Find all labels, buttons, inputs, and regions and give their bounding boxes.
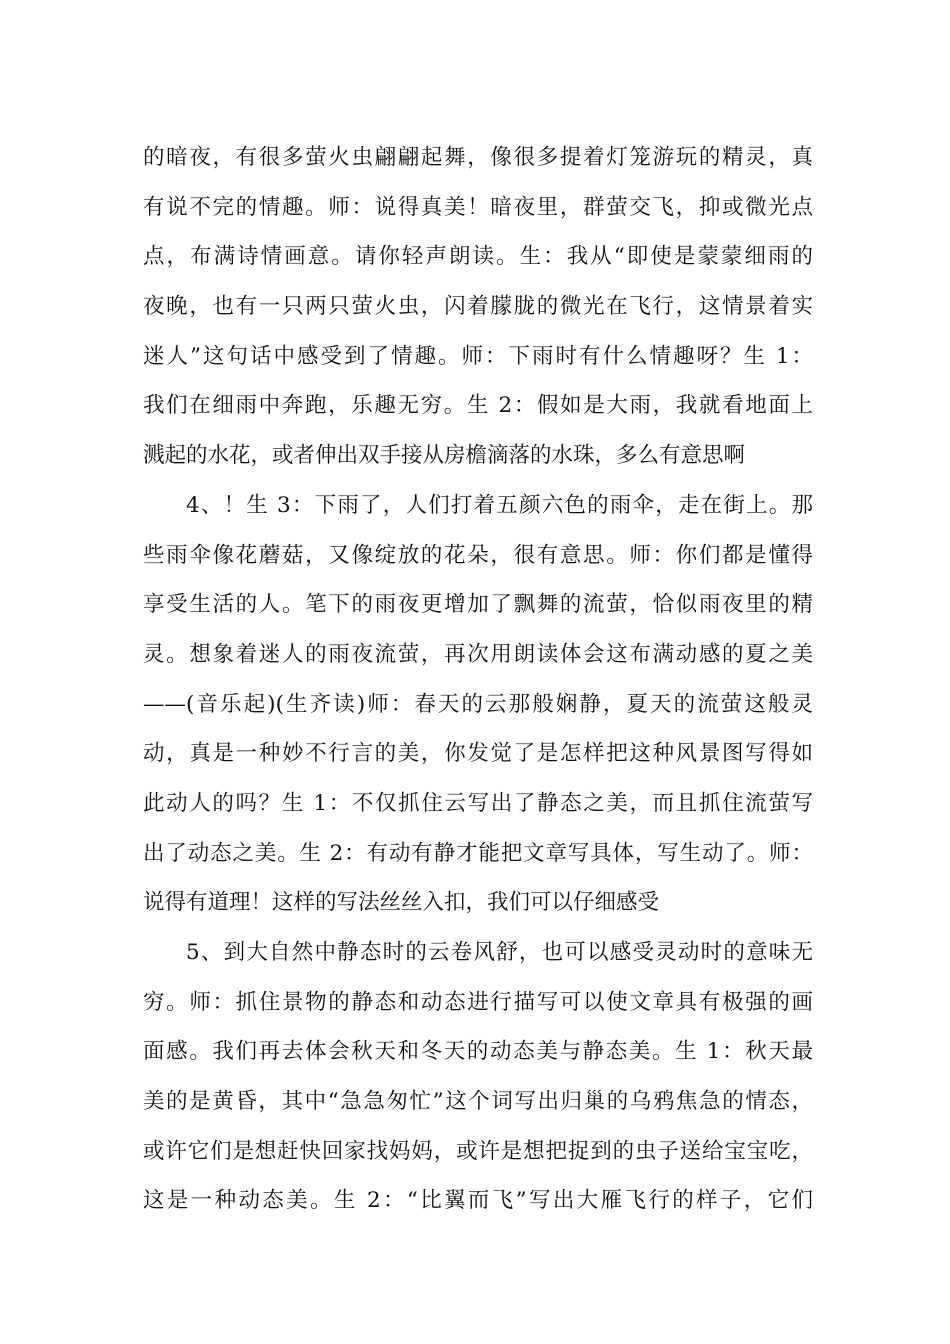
- paragraph-3: [143, 928, 813, 1226]
- text-line: 出了动态之美。生 2：有动有静才能把文章写具体，写生动了。师：: [143, 840, 813, 866]
- text-line: 说得有道理！这样的写法丝丝入扣，我们可以仔细感受: [143, 890, 660, 916]
- text-line: 5、到大自然中静态时的云卷风舒，也可以感受灵动时的意味无: [186, 940, 813, 965]
- text-line: 动，真是一种妙不行言的美，你发觉了是怎样把这种风景图写得如: [143, 741, 813, 767]
- text-line: 灵。想象着迷人的雨夜流萤，再次用朗读体会这布满动感的夏之美: [143, 641, 813, 667]
- text-line: 这是一种动态美。生 2：“比翼而飞”写出大雁飞行的样子，它们: [143, 1188, 813, 1214]
- text-line: 的暗夜，有很多萤火虫翩翩起舞，像很多提着灯笼游玩的精灵，真: [143, 145, 813, 170]
- text-line: 迷人”这句话中感受到了情趣。师：下雨时有什么情趣呀？生 1：: [143, 343, 813, 369]
- text-line: 此动人的吗？生 1：不仅抓住云写出了静态之美，而且抓住流萤写: [143, 790, 813, 816]
- text-line: ——(音乐起)(生齐读)师：春天的云那般娴静，夏天的流萤这般灵: [143, 691, 813, 717]
- text-line: 享受生活的人。笔下的雨夜更增加了飘舞的流萤，恰似雨夜里的精: [143, 592, 813, 618]
- text-line: 4、！生 3：下雨了，人们打着五颜六色的雨伞，走在街上。那: [186, 492, 813, 518]
- text-line: 些雨伞像花蘑菇，又像绽放的花朵，很有意思。师：你们都是懂得: [143, 542, 813, 568]
- text-line: 或许它们是想赶快回家找妈妈，或许是想把捉到的虫子送给宝宝吃，: [143, 1138, 813, 1164]
- text-line: 溅起的水花，或者伸出双手接从房檐滴落的水珠，多么有意思啊: [143, 443, 746, 469]
- text-line: 夜晚，也有一只两只萤火虫，闪着朦胧的微光在飞行，这情景着实: [143, 294, 813, 320]
- paragraph-2: [143, 481, 813, 928]
- text-line: 点，布满诗情画意。请你轻声朗读。生：我从“即使是蒙蒙细雨的: [143, 244, 813, 270]
- paragraph-1: [143, 133, 813, 481]
- text-line: 有说不完的情趣。师：说得真美！暗夜里，群萤交飞，抑或微光点: [143, 194, 813, 220]
- text-line: 穷。师：抓住景物的静态和动态进行描写可以使文章具有极强的画: [143, 989, 813, 1015]
- body-text: [143, 133, 813, 1226]
- text-line: 美的是黄昏，其中“急急匆忙”这个词写出归巢的乌鸦焦急的情态，: [143, 1089, 813, 1115]
- text-line: 我们在细雨中奔跑，乐趣无穷。生 2：假如是大雨，我就看地面上: [143, 393, 813, 419]
- text-line: 面感。我们再去体会秋天和冬天的动态美与静态美。生 1：秋天最: [143, 1039, 813, 1065]
